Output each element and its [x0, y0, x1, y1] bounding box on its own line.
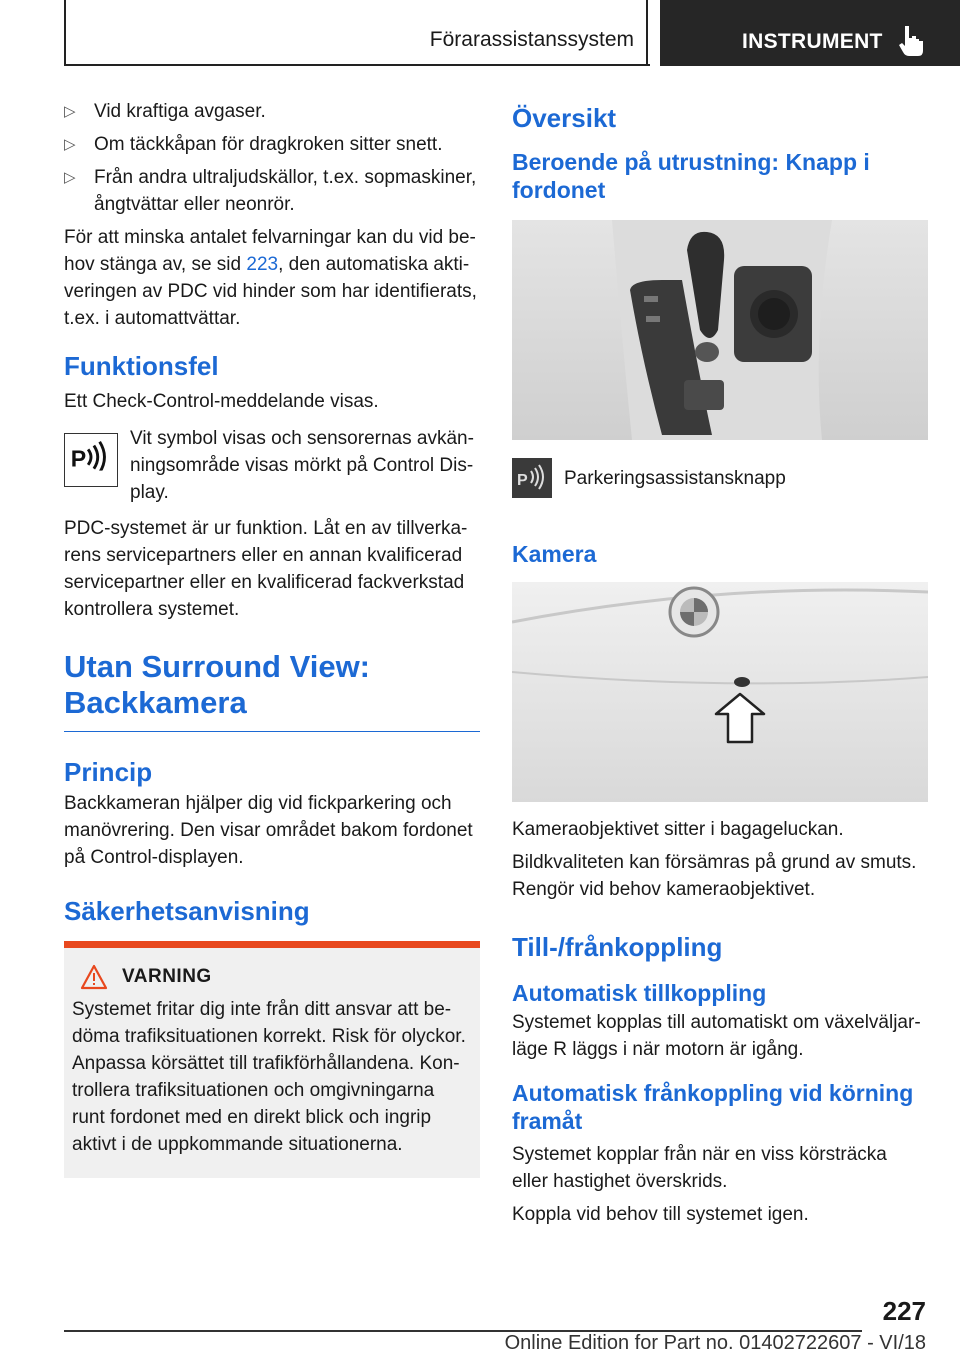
camera-text-quality: Bildkvaliteten kan försämras på grund av smuts. Rengör vid behov kameraobjektivet. — [512, 852, 917, 900]
header-chapter-tab — [660, 0, 960, 66]
heading-overview: Översikt — [512, 103, 617, 133]
list-item: ▷ Om täckkåpan för dragkroken sitter snett. — [64, 131, 480, 158]
svg-text:P: P — [517, 472, 528, 489]
heading-auto-off: Automatisk frånkoppling vid körning framåt — [512, 1080, 914, 1134]
heading-fault: Funktionsfel — [64, 351, 219, 381]
parking-assist-button-icon — [512, 458, 552, 498]
parking-button-row — [512, 458, 928, 498]
header-chapter-label: INSTRUMENT — [742, 30, 883, 53]
list-item: ▷ Vid kraftiga avgaser. — [64, 98, 480, 125]
camera-location-image — [512, 582, 928, 802]
left-column — [64, 98, 480, 1178]
warning-header — [72, 964, 472, 990]
page-link-223[interactable]: 223 — [246, 254, 279, 275]
warning-block — [64, 941, 480, 1178]
bullet-triangle-icon: ▷ — [64, 169, 76, 186]
heading-principle: Princip — [64, 757, 153, 787]
heading-on-off: Till-/frånkoppling — [512, 932, 723, 962]
warning-triangle-icon — [80, 964, 108, 990]
header-section-label: Förarassistanssystem — [429, 28, 634, 51]
fault-text: Ett Check-Control-meddelande visas. — [64, 391, 379, 412]
heading-safety: Säkerhetsanvisning — [64, 896, 310, 926]
heading-camera: Kamera — [512, 541, 597, 567]
symbol-description: Vit symbol visas och sensorernas avkän-ningsområde visas mörkt på Control Dis-play. — [130, 428, 474, 503]
warning-text: Systemet fritar dig inte från ditt ansvar att be-döma trafiksituationen korrekt. Risk för olyckor. Anpassa körsättet till trafikförhållandena. Kon-trollera trafiksituationen och omgivningarna runt fordonet med en direkt blick och ingrip aktivt i de uppkommande situationerna. — [72, 999, 466, 1155]
page-number: 227 — [882, 1296, 926, 1326]
camera-text-location: Kameraobjektivet sitter i bagageluckan. — [512, 819, 844, 840]
header-underline — [64, 64, 650, 66]
bullet-triangle-icon: ▷ — [64, 103, 76, 120]
heading-rear-camera: Utan Surround View: Backkamera — [64, 649, 480, 732]
parking-button-label: Parkeringsassistansknapp — [564, 467, 786, 489]
heading-equipment: Beroende på utrustning: Knapp i fordonet — [512, 149, 870, 203]
principle-text: Backkameran hjälper dig vid fickparkering och manövrering. Den visar området bakom fordonet på Control-displayen. — [64, 793, 473, 868]
warning-box — [64, 948, 480, 1178]
auto-off-text-2: Koppla vid behov till systemet igen. — [512, 1204, 809, 1225]
footer-edition: Online Edition for Part no. 01402722607 - VI/18 — [504, 1332, 926, 1354]
svg-text:P: P — [70, 445, 87, 472]
heading-auto-on: Automatisk tillkoppling — [512, 980, 767, 1006]
symbol-row — [64, 425, 480, 511]
auto-on-text: Systemet kopplas till automatiskt om växelväljar-läge R läggs i när motorn är igång. — [512, 1012, 921, 1060]
warning-bar — [64, 941, 480, 948]
bullet-triangle-icon: ▷ — [64, 136, 76, 153]
warning-title: VARNING — [122, 966, 212, 987]
center-console-image — [512, 220, 928, 440]
list-item: ▷ Från andra ultraljudskällor, t.ex. sopmaskiner, ångtvättar eller neonrör. — [64, 164, 480, 218]
right-column — [512, 98, 928, 1228]
fault-action-text: PDC-systemet är ur funktion. Låt en av tillverka-rens servicepartners eller en annan kvalificerad servicepartner eller en kvalificerad fackverkstad kontrollera systemet. — [64, 518, 468, 620]
paragraph-false-warnings: För att minska antalet felvarningar kan du vid be-hov stänga av, se sid 223, den automatiska akti-veringen av PDC vid hinder som har identifierats, t.ex. i automattvättar. — [64, 227, 477, 329]
auto-off-text: Systemet kopplar från när en viss körsträcka eller hastighet överskrids. — [512, 1144, 887, 1192]
pdc-fault-icon — [64, 433, 118, 487]
hand-pointer-icon — [896, 24, 926, 58]
header-section-tab — [64, 0, 648, 64]
